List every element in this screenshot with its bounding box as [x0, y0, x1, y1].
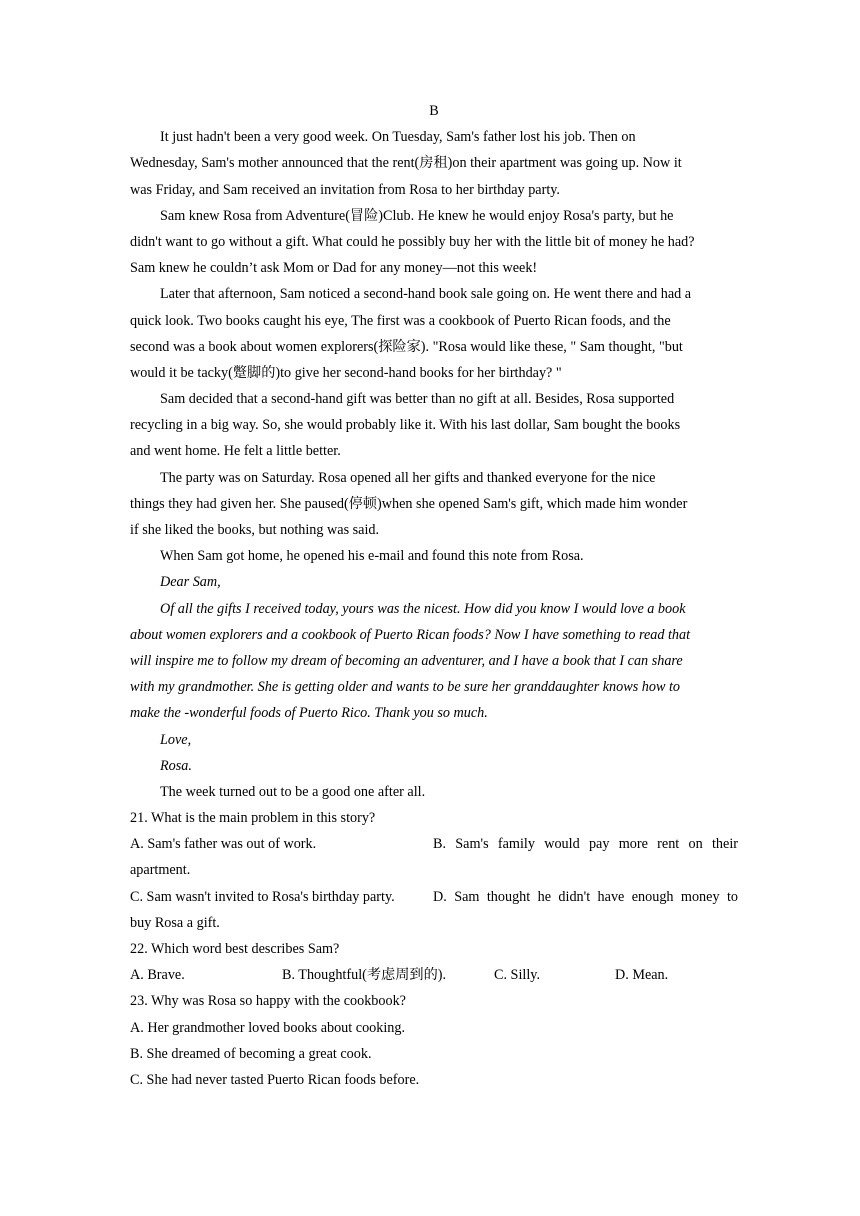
option-a: A. Sam's father was out of work. — [130, 836, 317, 853]
option-d: D. Mean. — [615, 967, 669, 984]
option-row — [130, 831, 738, 857]
text-line: Sam knew he couldn’t ask Mom or Dad for any money—not this week! — [130, 260, 538, 277]
option-a: A. Brave. — [130, 967, 185, 984]
option-row — [130, 962, 738, 988]
story-paragraph-4 — [130, 386, 738, 465]
section-label: B — [429, 103, 439, 119]
option-b: B. Thoughtful(考虑周到的). — [282, 967, 447, 984]
rosa-letter — [130, 569, 738, 779]
letter-line: with my grandmother. She is getting older and wants to be sure her granddaughter knows how to — [130, 679, 681, 696]
option-c: C. She had never tasted Puerto Rican foods before. — [130, 1071, 420, 1088]
story-paragraph-7: The week turned out to be a good one after all. — [160, 783, 426, 800]
question-21 — [130, 805, 738, 936]
letter-greeting: Dear Sam, — [160, 574, 221, 591]
option-a: A. Her grandmother loved books about cooking. — [130, 1019, 406, 1036]
text-line: would it be tacky(蹩脚的)to give her second-hand books for her birthday? " — [130, 364, 562, 381]
text-line: quick look. Two books caught his eye, The first was a cookbook of Puerto Rican foods, and the — [130, 312, 671, 329]
text-line: Later that afternoon, Sam noticed a second-hand book sale going on. He went there and had a — [160, 286, 692, 303]
letter-line: Of all the gifts I received today, yours was the nicest. How did you know I would love a book — [160, 600, 686, 617]
text-line: and went home. He felt a little better. — [130, 443, 341, 460]
story-paragraph-2 — [130, 203, 738, 282]
text-line: recycling in a big way. So, she would probably like it. With his last dollar, Sam bought the books — [130, 417, 681, 434]
question-stem: 22. Which word best describes Sam? — [130, 941, 340, 957]
text-line: It just hadn't been a very good week. On Tuesday, Sam's father lost his job. Then on — [160, 129, 636, 146]
letter-signature: Rosa. — [160, 757, 192, 774]
option-b-continued: apartment. — [130, 862, 191, 879]
text-line: Wednesday, Sam's mother announced that the rent(房租)on their apartment was going up. Now it — [130, 155, 682, 172]
letter-line: about women explorers and a cookbook of Puerto Rican foods? Now I have something to read that — [130, 626, 691, 643]
question-23 — [130, 988, 738, 1093]
question-22 — [130, 936, 738, 988]
text-line: was Friday, and Sam received an invitation from Rosa to her birthday party. — [130, 181, 560, 198]
story-paragraph-1 — [130, 124, 738, 203]
text-line: Sam decided that a second-hand gift was better than no gift at all. Besides, Rosa supported — [160, 391, 675, 408]
option-b: B. Sam's family would pay more rent on their — [433, 836, 738, 853]
option-d: D. Sam thought he didn't have enough money to — [433, 888, 738, 905]
letter-line: will inspire me to follow my dream of becoming an adventurer, and I have a book that I can share — [130, 652, 683, 669]
option-d-continued: buy Rosa a gift. — [130, 914, 220, 931]
story-paragraph-6 — [130, 543, 738, 569]
story-paragraph-3 — [130, 281, 738, 386]
letter-line: make the -wonderful foods of Puerto Rico. Thank you so much. — [130, 705, 488, 722]
option-b: B. She dreamed of becoming a great cook. — [130, 1045, 372, 1062]
option-c: C. Silly. — [494, 967, 540, 984]
letter-closing: Love, — [160, 731, 192, 748]
option-c: C. Sam wasn't invited to Rosa's birthday party. — [130, 888, 395, 905]
option-row — [130, 884, 738, 910]
text-line: Sam knew Rosa from Adventure(冒险)Club. He knew he would enjoy Rosa's party, but he — [160, 207, 674, 224]
question-stem: 21. What is the main problem in this story? — [130, 810, 376, 827]
text-line: things they had given her. She paused(停顿)when she opened Sam's gift, which made him wonder — [130, 495, 688, 512]
document-page — [130, 98, 738, 1093]
question-stem: 23. Why was Rosa so happy with the cookbook? — [130, 993, 406, 1010]
story-paragraph-5 — [130, 465, 738, 544]
text-line: second was a book about women explorers(探险家). "Rosa would like these, " Sam thought, "but — [130, 338, 683, 355]
text-line: The party was on Saturday. Rosa opened all her gifts and thanked everyone for the nice — [160, 469, 656, 486]
text-line: When Sam got home, he opened his e-mail and found this note from Rosa. — [160, 548, 584, 565]
text-line: if she liked the books, but nothing was said. — [130, 522, 380, 538]
text-line: didn't want to go without a gift. What could he possibly buy her with the little bit of money he had? — [130, 233, 695, 250]
